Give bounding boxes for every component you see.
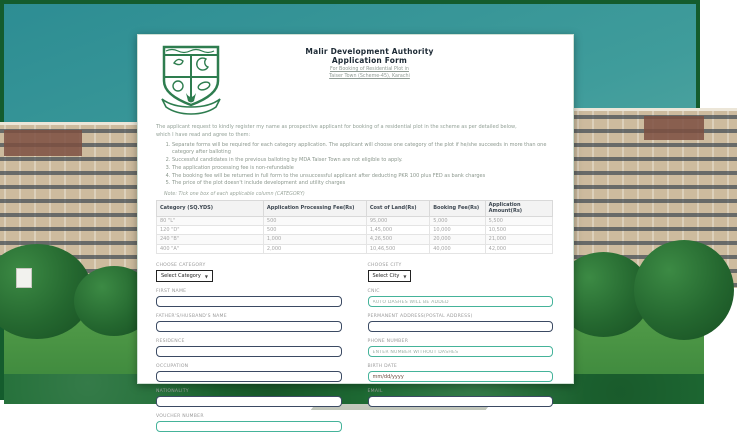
cell-cost: 4,26,500	[366, 235, 429, 244]
table-note: Note: Tick one box of each applicable column (CATEGORY)	[164, 191, 305, 197]
occupation-input[interactable]	[156, 371, 342, 382]
cell-processing-fee: 2,000	[263, 244, 366, 253]
choose-city-label: CHOOSE CITY	[367, 263, 402, 268]
voucher-number-input[interactable]	[156, 421, 342, 432]
intro-line1: The applicant request to kindly register my name as prospective applicant for booking of a residential plot in the scheme as per detailed below,	[156, 124, 517, 130]
col-processing-fee: Application Processing Fee(Rs)	[263, 200, 366, 216]
building-roof-accent-right	[644, 116, 704, 140]
cell-cost: 1,45,000	[366, 225, 429, 234]
cell-category: 240 "B"	[157, 235, 264, 244]
field-fathers-name	[156, 314, 342, 332]
voucher-number-label: VOUCHER NUMBER	[156, 414, 204, 419]
cell-booking: 20,000	[430, 235, 485, 244]
fee-table-header-row	[157, 200, 553, 216]
email-input[interactable]	[368, 396, 554, 407]
cell-amount: 21,000	[485, 235, 552, 244]
fee-table	[156, 200, 553, 255]
instruction-item: 5. The price of the plot doesn't include development and utility charges	[172, 180, 553, 187]
field-email	[368, 389, 554, 407]
cell-category: 120 "D"	[157, 225, 264, 234]
field-first-name	[156, 289, 342, 307]
city-select[interactable]	[368, 270, 412, 282]
category-select[interactable]	[156, 270, 213, 282]
intro-line2: which I have read and agree to them:	[156, 131, 251, 138]
col-category: Category (SQ.YDS)	[157, 200, 264, 216]
instruction-item: 3. The application processing fee is non-refundable	[172, 165, 553, 172]
application-form-card	[137, 34, 574, 419]
instruction-item: 2. Successful candidates in the previous balloting by MDA Taiser Town are not eligible to apply.	[172, 157, 553, 164]
cell-processing-fee: 500	[263, 216, 366, 225]
instruction-item: 1. Separate forms will be required for each category application. The applicant will choose one category of the plot if he/she succeeds in more than one category after balloting	[172, 142, 553, 157]
field-permanent-address	[368, 314, 554, 332]
field-occupation	[156, 364, 342, 382]
field-choose-category	[156, 263, 342, 282]
signboard	[16, 268, 32, 288]
birth-date-label: BIRTH DATE	[367, 364, 398, 369]
col-booking-fee: Booking Fee(Rs)	[430, 200, 485, 216]
table-row	[157, 216, 553, 225]
field-nationality	[156, 389, 342, 407]
field-choose-city	[368, 263, 554, 282]
mda-crest-logo	[156, 43, 226, 111]
phone-label: PHONE NUMBER	[367, 339, 409, 344]
chevron-down-icon: ▼	[403, 273, 407, 279]
occupation-label: OCCUPATION	[156, 364, 189, 369]
field-cnic	[368, 289, 554, 307]
instructions-list	[172, 142, 553, 188]
residence-input[interactable]	[156, 346, 342, 357]
nationality-label: NATIONALITY	[156, 389, 189, 394]
cell-category: 400 "A"	[157, 244, 264, 253]
phone-input[interactable]	[368, 346, 554, 357]
col-application-amount: Application Amount(Rs)	[485, 200, 552, 216]
card-header	[156, 43, 553, 111]
table-row	[157, 244, 553, 253]
cell-booking: 10,000	[430, 225, 485, 234]
field-phone	[368, 339, 554, 357]
choose-category-label: CHOOSE CATEGORY	[156, 263, 206, 268]
cell-amount: 10,500	[485, 225, 552, 234]
field-birth-date	[368, 364, 554, 382]
fathers-name-input[interactable]	[156, 321, 342, 332]
residence-label: RESIDENCE	[156, 339, 185, 344]
page-subtitle-line2: Taiser Town (Scheme-45), Karachi	[329, 74, 410, 80]
tree	[634, 240, 734, 340]
intro-paragraph	[156, 124, 553, 139]
cnic-label: CNIC	[367, 289, 380, 294]
cell-cost: 10,46,500	[366, 244, 429, 253]
instruction-item: 4. The booking fee will be returned in full form to the unsuccessful applicant after deducting PKR 100 plus FED as bank charges	[172, 173, 553, 180]
field-residence	[156, 339, 342, 357]
cell-amount: 5,500	[485, 216, 552, 225]
field-voucher-number	[156, 414, 342, 432]
chevron-down-icon: ▼	[204, 273, 208, 279]
cell-amount: 42,000	[485, 244, 552, 253]
page-title-line2: Application Form	[331, 56, 408, 66]
building-roof-accent-left	[4, 130, 82, 156]
page-title-line1: Malir Development Authority	[305, 47, 434, 56]
cell-category: 80 "L"	[157, 216, 264, 225]
fathers-name-label: FATHER'S/HUSBAND'S NAME	[156, 314, 227, 319]
category-select-value: Select Category	[161, 273, 201, 279]
permanent-address-input[interactable]	[368, 321, 554, 332]
table-row	[157, 225, 553, 234]
table-row	[157, 235, 553, 244]
cell-processing-fee: 500	[263, 225, 366, 234]
application-form-fields	[156, 263, 553, 432]
cell-processing-fee: 1,000	[263, 235, 366, 244]
cell-cost: 95,000	[366, 216, 429, 225]
cnic-input[interactable]	[368, 296, 554, 307]
first-name-input[interactable]	[156, 296, 342, 307]
col-cost-of-land: Cost of Land(Rs)	[366, 200, 429, 216]
permanent-address-label: PERMANENT ADDRESS(POSTAL ADDRESS)	[367, 314, 473, 319]
city-select-value: Select City	[372, 273, 400, 279]
first-name-label: FIRST NAME	[156, 289, 187, 294]
cell-booking: 40,000	[430, 244, 485, 253]
nationality-input[interactable]	[156, 396, 342, 407]
birth-date-input[interactable]	[368, 371, 554, 382]
cell-booking: 5,000	[430, 216, 485, 225]
page-subtitle-line1: For Booking of Residential Plot in	[330, 66, 409, 72]
title-block	[226, 43, 553, 81]
email-label: EMAIL	[367, 389, 383, 394]
